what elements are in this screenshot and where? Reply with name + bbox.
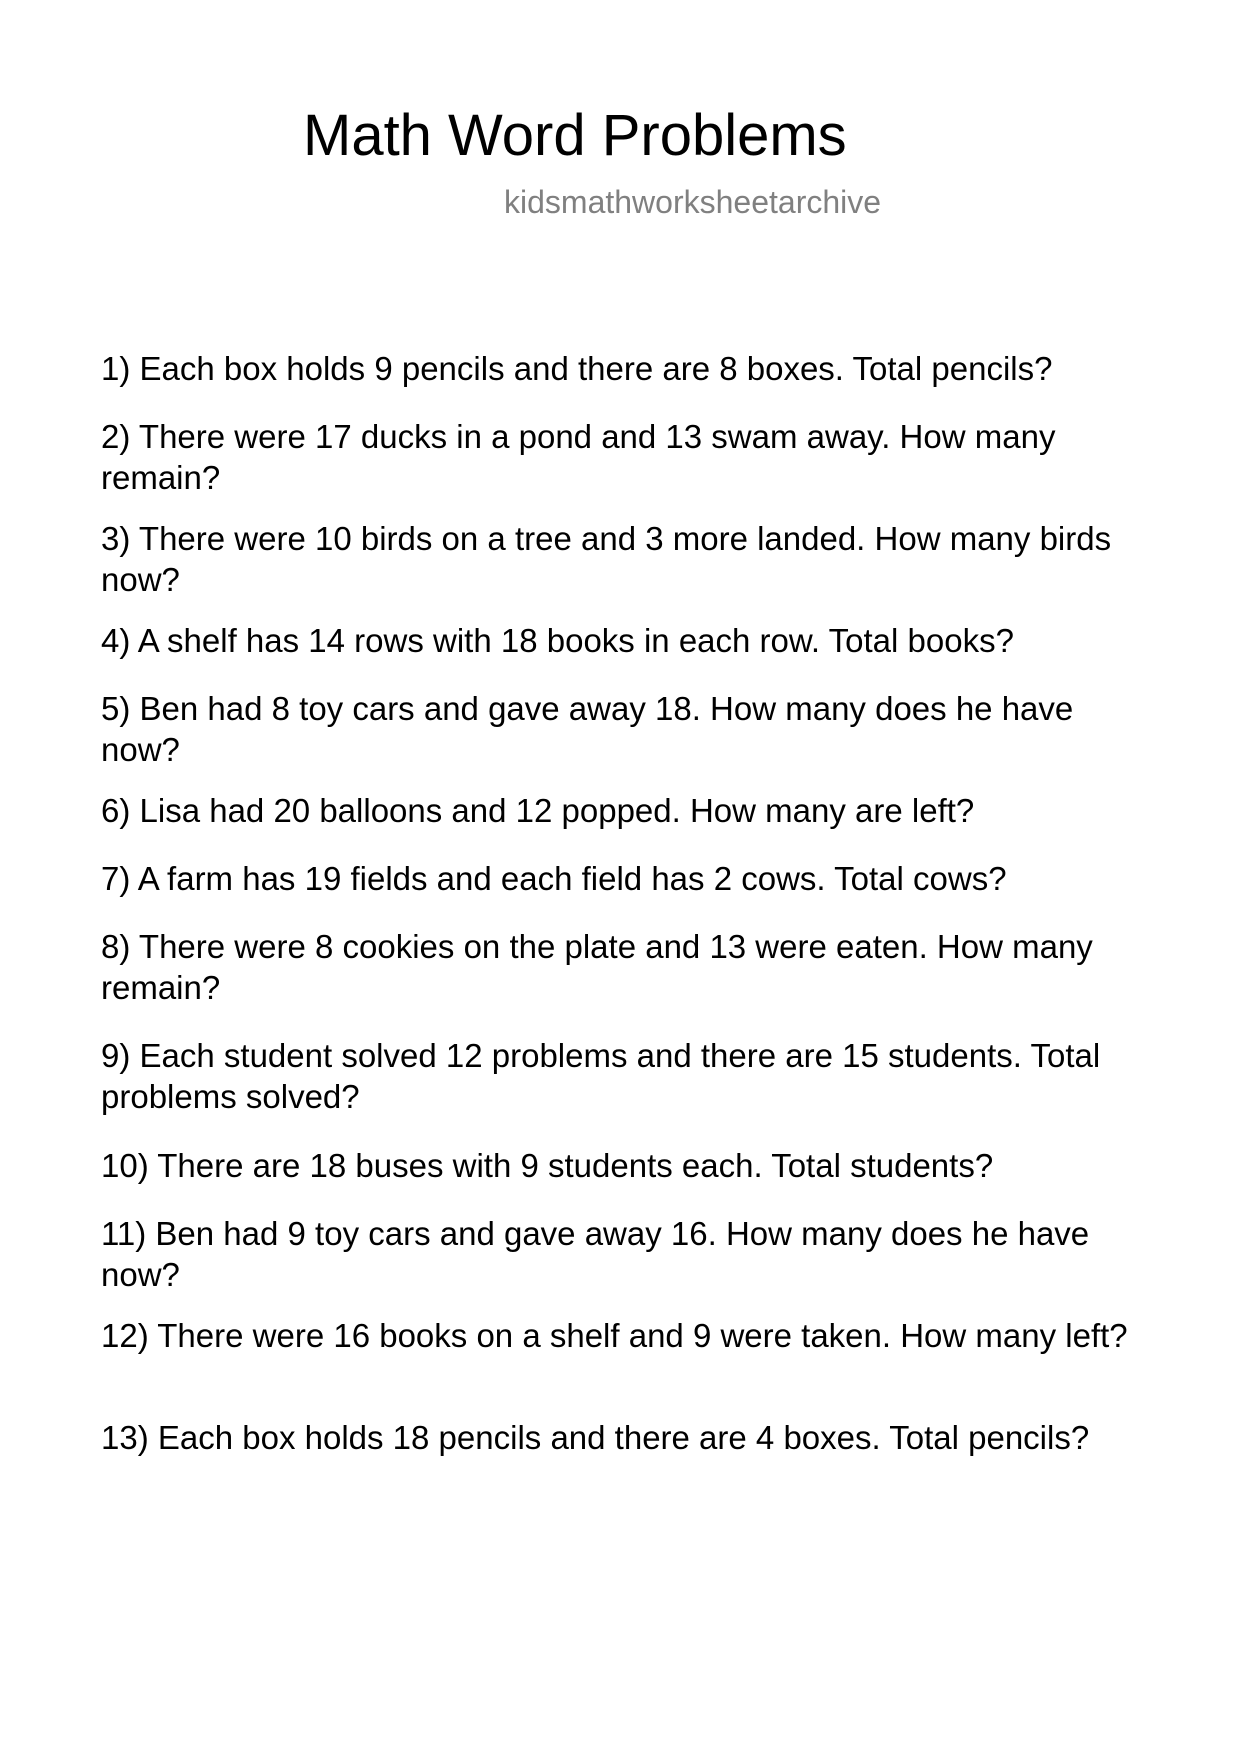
problem-item: 4) A shelf has 14 rows with 18 books in each row. Total books? <box>101 622 1014 659</box>
problem-item: 5) Ben had 8 toy cars and gave away 18. How many does he have now? <box>101 690 1074 768</box>
problem-item: 12) There were 16 books on a shelf and 9 were taken. How many left? <box>101 1317 1128 1354</box>
problem-item: 11) Ben had 9 toy cars and gave away 16. How many does he have now? <box>101 1215 1090 1293</box>
page-subtitle: kidsmathworksheetarchive <box>504 184 882 220</box>
problem-item: 7) A farm has 19 fields and each field has 2 cows. Total cows? <box>101 860 1007 897</box>
problem-item: 13) Each box holds 18 pencils and there are 4 boxes. Total pencils? <box>101 1419 1090 1456</box>
page-title: Math Word Problems <box>303 103 847 168</box>
problem-item: 1) Each box holds 9 pencils and there are 8 boxes. Total pencils? <box>101 350 1053 387</box>
problem-item: 8) There were 8 cookies on the plate and 13 were eaten. How many remain? <box>101 928 1093 1006</box>
problem-item: 9) Each student solved 12 problems and there are 15 students. Total problems solved? <box>101 1037 1101 1115</box>
problem-item: 6) Lisa had 20 balloons and 12 popped. How many are left? <box>101 792 975 829</box>
problem-item: 2) There were 17 ducks in a pond and 13 swam away. How many remain? <box>101 418 1056 496</box>
problem-item: 10) There are 18 buses with 9 students each. Total students? <box>101 1147 994 1184</box>
problem-item: 3) There were 10 birds on a tree and 3 more landed. How many birds now? <box>101 520 1112 598</box>
